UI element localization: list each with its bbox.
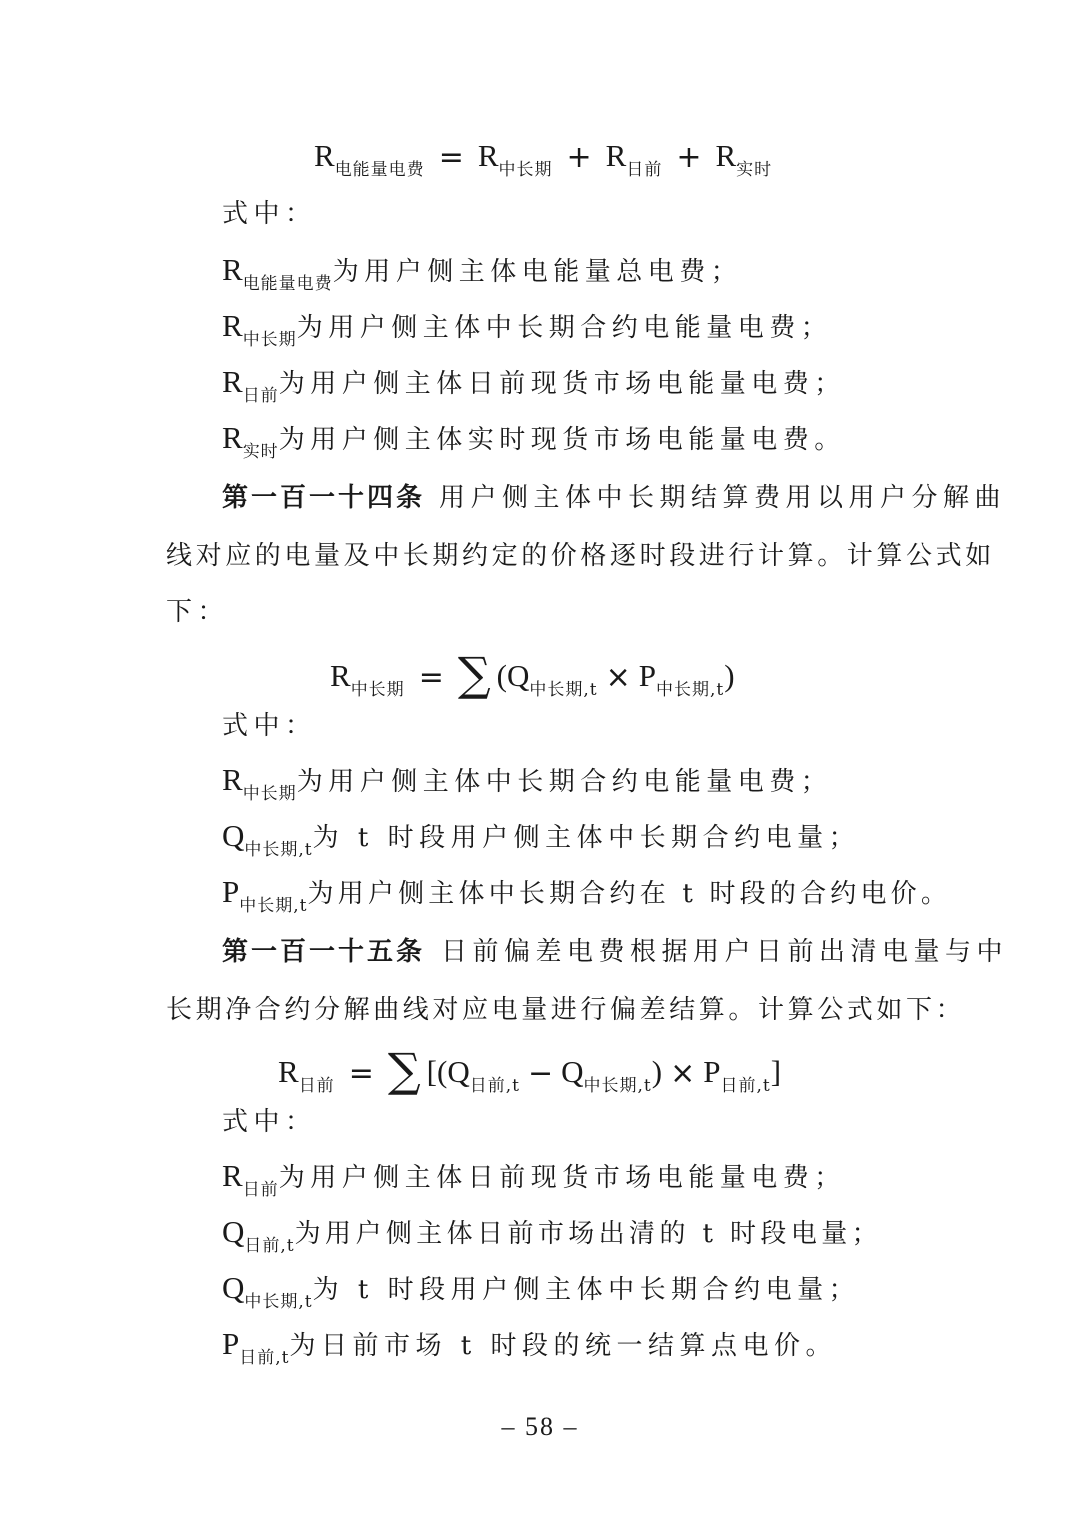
formula-symbol: R: [278, 1054, 299, 1089]
def-symbol: R: [222, 308, 243, 343]
formula-total-energy-fee: [0, 128, 1080, 184]
formula-subscript: 实时: [736, 160, 773, 180]
article-114-line-3: [0, 584, 1080, 640]
def-symbol: R: [222, 420, 243, 455]
definition-line: [0, 1316, 1080, 1372]
formula-symbol: Q: [507, 658, 530, 693]
formula-day-ahead: [0, 1038, 1080, 1097]
formula-subscript: 中长期: [350, 680, 405, 700]
formula-subscript: 日前,t: [720, 1076, 771, 1096]
equals-sign: =: [438, 140, 464, 175]
def-symbol: Q: [222, 1270, 245, 1305]
def-text: 为用户侧主体中长期合约在 t 时段的合约电价。: [307, 879, 952, 909]
article-title: 第一百一十四条: [222, 483, 426, 513]
where-label: [0, 1094, 1080, 1150]
definition-line: [0, 1204, 1080, 1260]
def-text: 为用户侧主体日前现货市场电能量电费；: [278, 369, 846, 399]
definition-line: [0, 410, 1080, 466]
minus-sign: −: [527, 1056, 554, 1091]
def-symbol: R: [222, 252, 243, 287]
definition-line: [0, 242, 1080, 298]
article-114-line-1: [0, 470, 1080, 526]
def-text: 为 t 时段用户侧主体中长期合约电量；: [312, 1275, 861, 1305]
formula-symbol: R: [605, 138, 627, 173]
definition-line: [0, 354, 1080, 410]
formula-subscript: 电能量电费: [334, 160, 425, 180]
def-text: 为用户侧主体日前市场出清的 t 时段电量；: [294, 1219, 883, 1249]
definition-line: [0, 864, 1080, 920]
plus-sign: +: [676, 140, 702, 175]
formula-symbol: P: [703, 1054, 721, 1089]
equals-sign: =: [418, 660, 444, 695]
times-sign: ×: [605, 660, 631, 695]
times-sign: ×: [670, 1056, 696, 1091]
def-symbol: R: [222, 762, 243, 797]
def-text: 为用户侧主体中长期合约电能量电费；: [296, 767, 833, 797]
article-text: 长期净合约分解曲线对应电量进行偏差结算。计算公式如下：: [166, 995, 966, 1025]
def-subscript: 实时: [242, 442, 279, 462]
def-subscript: 中长期,t: [244, 1292, 313, 1312]
article-114-line-2: [0, 528, 1080, 584]
def-subscript: 中长期,t: [244, 840, 313, 860]
def-subscript: 日前: [242, 1180, 279, 1200]
definition-line: [0, 1148, 1080, 1204]
open-bracket: [(: [426, 1054, 448, 1089]
formula-symbol: Q: [447, 1054, 470, 1089]
formula-subscript: 中长期: [498, 160, 553, 180]
def-text: 为日前市场 t 时段的统一结算点电价。: [289, 1331, 837, 1361]
def-text: 为用户侧主体电能量总电费；: [332, 257, 743, 287]
def-subscript: 电能量电费: [242, 274, 333, 294]
close-bracket: ]: [770, 1054, 782, 1089]
plus-sign: +: [566, 140, 592, 175]
article-text: 线对应的电量及中长期约定的价格逐时段进行计算。计算公式如: [166, 541, 995, 571]
close-paren: ): [651, 1054, 663, 1089]
def-symbol: R: [222, 1158, 243, 1193]
formula-symbol: R: [715, 138, 737, 173]
formula-symbol: Q: [561, 1054, 584, 1089]
formula-symbol: R: [477, 138, 499, 173]
open-paren: (: [496, 658, 507, 693]
formula-subscript: 日前,t: [469, 1076, 520, 1096]
where-text: 式中：: [222, 1107, 317, 1137]
article-text: 日前偏差电费根据用户日前出清电量与中: [441, 937, 1009, 967]
close-paren: ): [724, 658, 735, 693]
page-number: – 58 –: [501, 1412, 579, 1441]
def-subscript: 日前,t: [244, 1236, 295, 1256]
def-symbol: P: [222, 1326, 240, 1361]
where-text: 式中：: [222, 711, 317, 741]
formula-subscript: 日前: [298, 1076, 335, 1096]
formula-symbol: P: [638, 658, 657, 693]
definition-line: [0, 1260, 1080, 1316]
sigma-symbol: ∑: [387, 1043, 421, 1097]
def-symbol: Q: [222, 818, 245, 853]
definition-line: [0, 298, 1080, 354]
def-symbol: P: [222, 874, 240, 909]
formula-symbol: R: [314, 138, 335, 173]
formula-subscript: 中长期,t: [583, 1076, 652, 1096]
article-115-line-1: [0, 924, 1080, 980]
formula-medium-long-term: [0, 642, 1080, 701]
formula-symbol: R: [330, 658, 351, 693]
article-text: 下：: [166, 597, 230, 627]
formula-subscript: 中长期,t: [529, 680, 598, 700]
formula-subscript: 日前: [626, 160, 663, 180]
def-subscript: 日前,t: [239, 1348, 290, 1368]
def-subscript: 中长期: [242, 784, 297, 804]
article-115-line-2: [0, 982, 1080, 1038]
def-text: 为用户侧主体日前现货市场电能量电费；: [278, 1163, 846, 1193]
article-text: 用户侧主体中长期结算费用以用户分解曲: [439, 483, 1007, 513]
def-subscript: 中长期: [242, 330, 297, 350]
where-label: [0, 698, 1080, 754]
article-title: 第一百一十五条: [222, 937, 426, 967]
def-text: 为用户侧主体实时现货市场电能量电费。: [278, 425, 846, 455]
sigma-symbol: ∑: [457, 647, 491, 701]
equals-sign: =: [348, 1056, 374, 1091]
def-subscript: 日前: [242, 386, 279, 406]
where-label: [0, 186, 1080, 242]
formula-subscript: 中长期,t: [656, 680, 725, 700]
where-text: 式中：: [222, 199, 317, 229]
definition-line: [0, 752, 1080, 808]
def-symbol: R: [222, 364, 243, 399]
def-text: 为用户侧主体中长期合约电能量电费；: [296, 313, 833, 343]
def-symbol: Q: [222, 1214, 245, 1249]
def-text: 为 t 时段用户侧主体中长期合约电量；: [312, 823, 861, 853]
def-subscript: 中长期,t: [239, 896, 308, 916]
definition-line: [0, 808, 1080, 864]
